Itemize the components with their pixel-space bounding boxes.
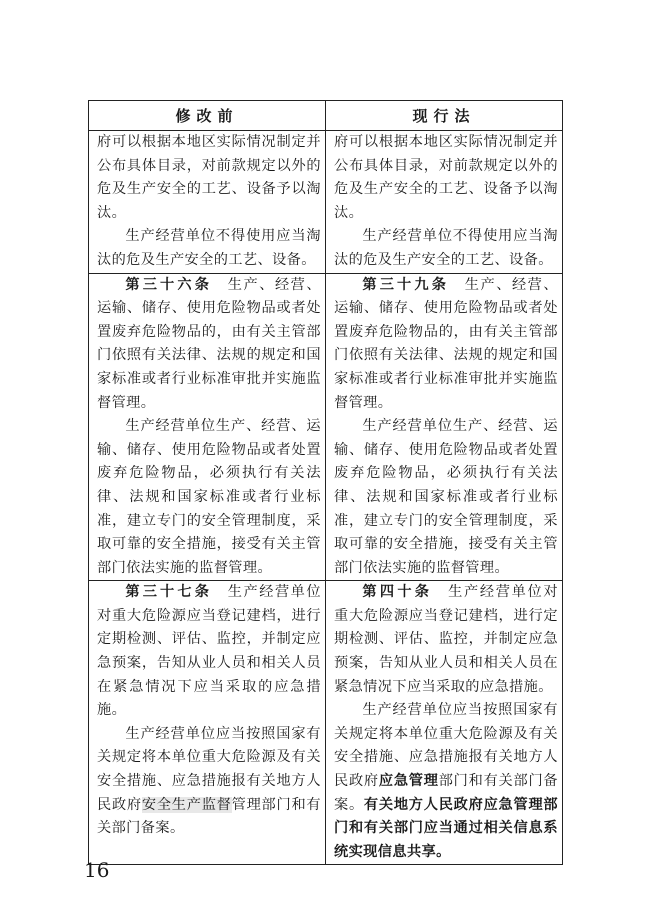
- paragraph: 生产经营单位不得使用应当淘汰的危及生产安全的工艺、设备。: [97, 228, 321, 268]
- text-segment: 生产经营单位应当按照国家有关规定将本单位重大危险源及有关安全措施、应急措施报有关地方人民政府: [97, 725, 321, 813]
- table-header-row: [89, 101, 563, 131]
- paragraph: 生产经营单位生产、经营、运输、储存、使用危险物品或者处置废弃危险物品，必须执行有关法律、法规和国家标准或者行业标准，建立专门的安全管理制度，采取可靠的安全措施，接受有关主管部门依法实施的监督管理。: [97, 418, 321, 576]
- cell-before-row3: [89, 581, 326, 865]
- article-number: 第四十条: [362, 584, 433, 601]
- paragraph: 府可以根据本地区实际情况制定并公布具体目录，对前款规定以外的危及生产安全的工艺、设备予以淘汰。: [97, 134, 321, 221]
- article-text: 生产经营单位对重大危险源应当登记建档，进行定期检测、评估、监控，并制定应急预案，告知从业人员和相关人员在紧急情况下应当采取的应急措施。: [97, 584, 321, 719]
- header-current: 现行法: [326, 101, 563, 131]
- paragraph: [334, 274, 558, 416]
- table-row: [89, 581, 563, 865]
- header-before: 修改前: [89, 101, 326, 131]
- cell-before-row1: [89, 131, 326, 274]
- cell-before-row2: [89, 273, 326, 581]
- paragraph: [334, 699, 558, 864]
- article-number: 第三十六条: [125, 276, 213, 293]
- changed-text: 应急管理: [378, 773, 439, 790]
- paragraph: [97, 274, 321, 416]
- cell-current-row3: [326, 581, 563, 865]
- article-text: 生产、经营、运输、储存、使用危险物品或者处置废弃危险物品的，由有关主管部门依照有关法律、法规的规定和国家标准或者行业标准审批并实施监督管理。: [97, 276, 321, 411]
- article-number: 第三十七条: [125, 584, 213, 601]
- text-segment: 生产经营单位应当按照国家有关规定将本单位重大危险源及有关安全措施、应急措施报有关地方人民政府: [334, 702, 558, 790]
- table-row: [89, 273, 563, 581]
- article-text: 生产、经营、运输、储存、使用危险物品或者处置废弃危险物品的，由有关主管部门依照有关法律、法规的规定和国家标准或者行业标准审批并实施监督管理。: [334, 276, 558, 411]
- text-segment: 管理部门和有关部门备案。: [97, 796, 321, 837]
- paragraph: 生产经营单位不得使用应当淘汰的危及生产安全的工艺、设备。: [334, 228, 558, 268]
- added-text: 有关地方人民政府应急管理部门和有关部门应当通过相关信息系统实现信息共享。: [334, 796, 558, 860]
- paragraph: [97, 723, 321, 841]
- changed-text: 安全生产监督: [141, 796, 232, 813]
- paragraph: 府可以根据本地区实际情况制定并公布具体目录，对前款规定以外的危及生产安全的工艺、设备予以淘汰。: [334, 134, 558, 221]
- comparison-table: [88, 100, 563, 865]
- text-segment: 部门和有关部门备案。: [334, 773, 558, 813]
- cell-current-row1: [326, 131, 563, 274]
- paragraph: [97, 581, 321, 723]
- article-number: 第三十九条: [362, 276, 450, 293]
- paragraph: [334, 581, 558, 699]
- page-number: 16: [84, 858, 110, 882]
- cell-current-row2: [326, 273, 563, 581]
- table-row: [89, 131, 563, 274]
- article-text: 生产经营单位对重大危险源应当登记建档，进行定期检测、评估、监控，并制定应急预案，告知从业人员和相关人员在紧急情况下应当采取的应急措施。: [334, 584, 558, 695]
- paragraph: 生产经营单位生产、经营、运输、储存、使用危险物品或者处置废弃危险物品，必须执行有关法律、法规和国家标准或者行业标准，建立专门的安全管理制度，采取可靠的安全措施，接受有关主管部门依法实施的监督管理。: [334, 418, 558, 576]
